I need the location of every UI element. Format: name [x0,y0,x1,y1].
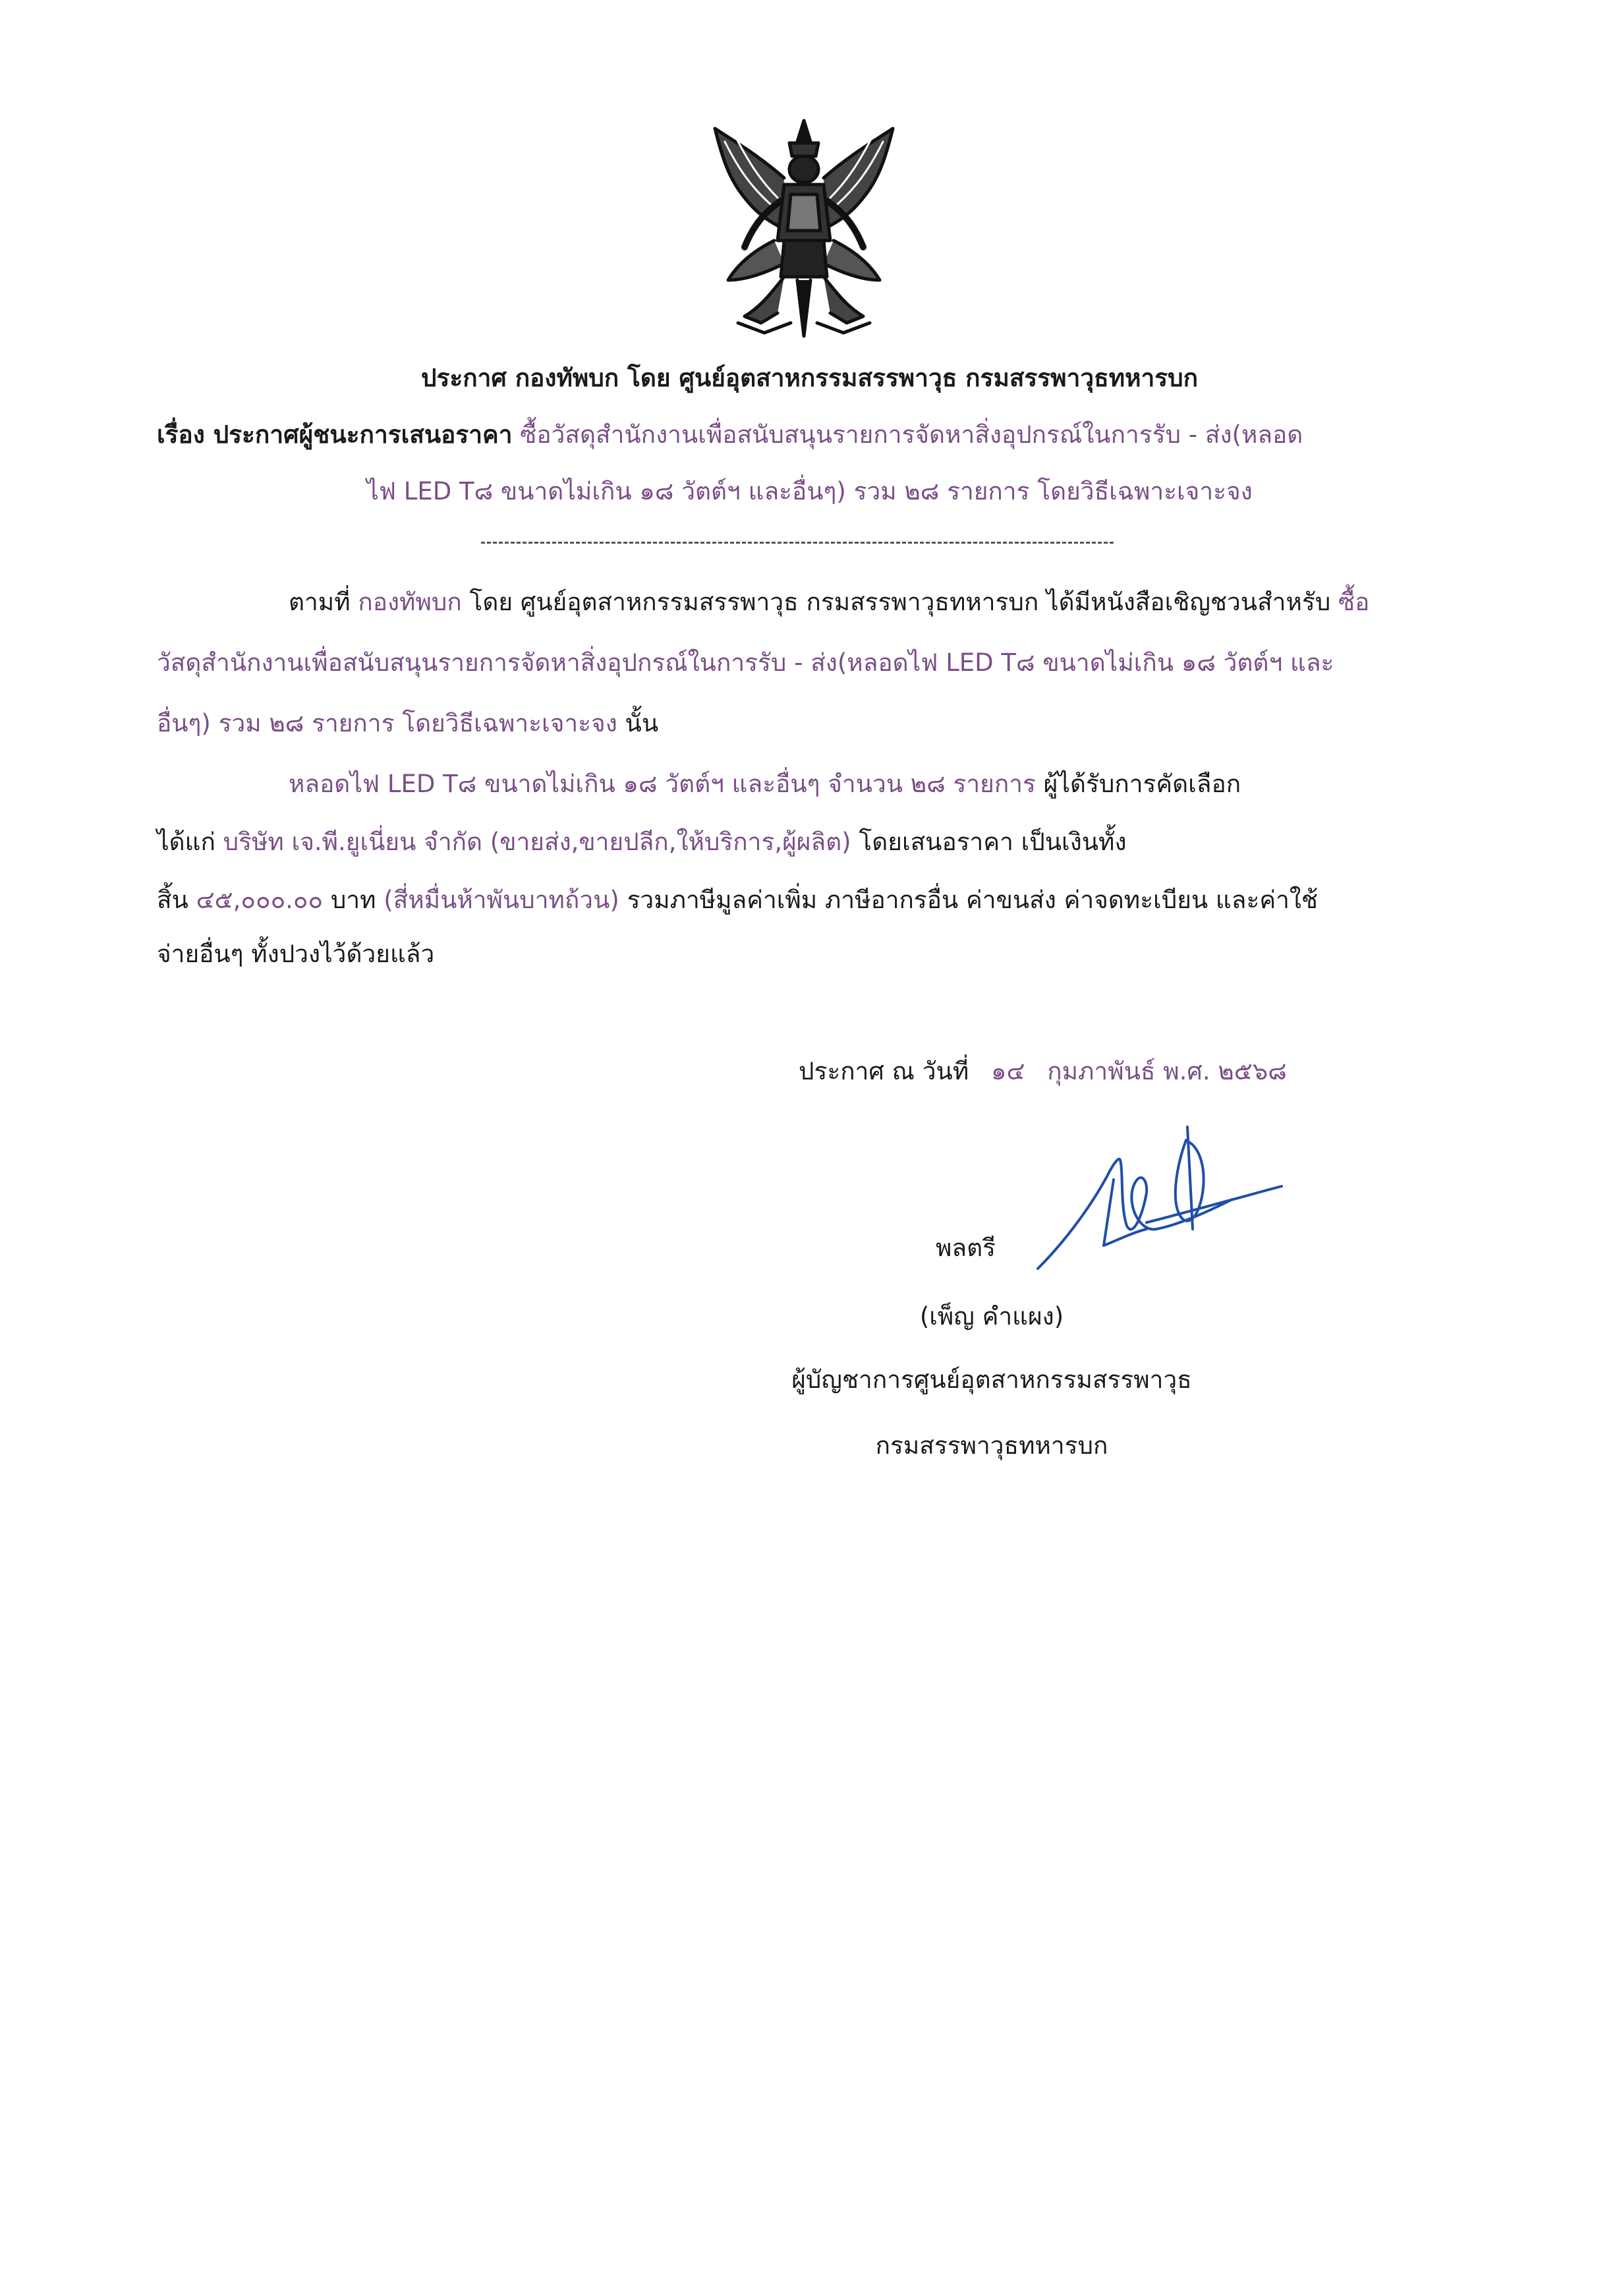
signer-rank: พลตรี [936,1234,996,1262]
p2-total-label: สิ้น [157,886,188,914]
title-divider [481,542,1114,544]
p2-tax-note: รวมภาษีมูลค่าเพิ่ม ภาษีอากรอื่น ค่าขนส่ง ค่าจดทะเบียน และค่าใช้ [627,886,1319,914]
garuda-emblem-icon [698,115,909,343]
paragraph-2-line-1 [289,767,1241,801]
announcement-date [799,1054,1287,1089]
paragraph-2-line-2 [157,825,1127,859]
signature-icon [1035,1114,1285,1278]
p2-winner-label: ได้แก่ [157,828,215,856]
subject-line-1 [157,418,1303,452]
paragraph-1-line-2: วัสดุสำนักงานเพื่อสนับสนุนรายการจัดหาสิ่งอุปกรณ์ในการรับ - ส่ง(หลอดไฟ LED T๘ ขนาดไม่เกิน ๑๘ วัตต์ฯ และ [157,648,1334,677]
p2-offer-label: โดยเสนอราคา เป็นเงินทั้ง [859,828,1127,856]
p2-amount-words: (สี่หมื่นห้าพันบาทถ้วน) [383,886,619,914]
announcement-title: ประกาศ กองทัพบก โดย ศูนย์อุตสาหกรรมสรรพาวุธ กรมสรรพาวุธทหารบก [420,364,1199,392]
p2-company: บริษัท เจ.พี.ยูเนี่ยน จำกัด (ขายส่ง,ขายปลีก,ให้บริการ,ผู้ผลิต) [223,828,851,856]
p2-amount: ๔๕,๐๐๐.๐๐ [196,886,324,914]
date-month-year: กุมภาพันธ์ พ.ศ. ๒๕๖๘ [1047,1057,1287,1085]
p2-item: หลอดไฟ LED T๘ ขนาดไม่เกิน ๑๘ วัตต์ฯ และอื่นๆ จำนวน ๒๘ รายการ [289,770,1036,798]
subject-text-1: ซื้อวัสดุสำนักงานเพื่อสนับสนุนรายการจัดหาสิ่งอุปกรณ์ในการรับ - ส่ง(หลอด [520,420,1303,449]
p1-line3-end: นั้น [625,709,659,737]
p2-currency: บาท [330,886,376,914]
paragraph-1-line-3 [157,706,658,741]
paragraph-2-line-4: จ่ายอื่นๆ ทั้งปวงไว้ด้วยแล้ว [157,940,435,968]
p1-body: โดย ศูนย์อุตสาหกรรมสรรพาวุธ กรมสรรพาวุธทหารบก ได้มีหนังสือเชิญชวนสำหรับ [469,588,1331,616]
signer-department: กรมสรรพาวุธทหารบก [875,1431,1108,1460]
p1-buy: ซื้อ [1338,588,1370,616]
p1-intro: ตามที่ [289,588,351,616]
paragraph-2-line-3 [157,883,1318,917]
signer-name: (เพ็ญ คำแผง) [919,1302,1064,1331]
subject-label: เรื่อง ประกาศผู้ชนะการเสนอราคา [157,420,513,449]
date-label: ประกาศ ณ วันที่ [799,1057,969,1085]
subject-line-2: ไฟ LED T๘ ขนาดไม่เกิน ๑๘ วัตต์ฯ และอื่นๆ) รวม ๒๘ รายการ โดยวิธีเฉพาะเจาะจง [366,477,1253,505]
signer-position: ผู้บัญชาการศูนย์อุตสาหกรรมสรรพาวุธ [791,1365,1192,1394]
p1-line3-item: อื่นๆ) รวม ๒๘ รายการ โดยวิธีเฉพาะเจาะจง [157,709,617,737]
date-day: ๑๔ [990,1057,1025,1085]
p2-selected-label: ผู้ได้รับการคัดเลือก [1043,770,1241,798]
paragraph-1-line-1 [289,585,1369,619]
p1-agency: กองทัพบก [358,588,462,616]
